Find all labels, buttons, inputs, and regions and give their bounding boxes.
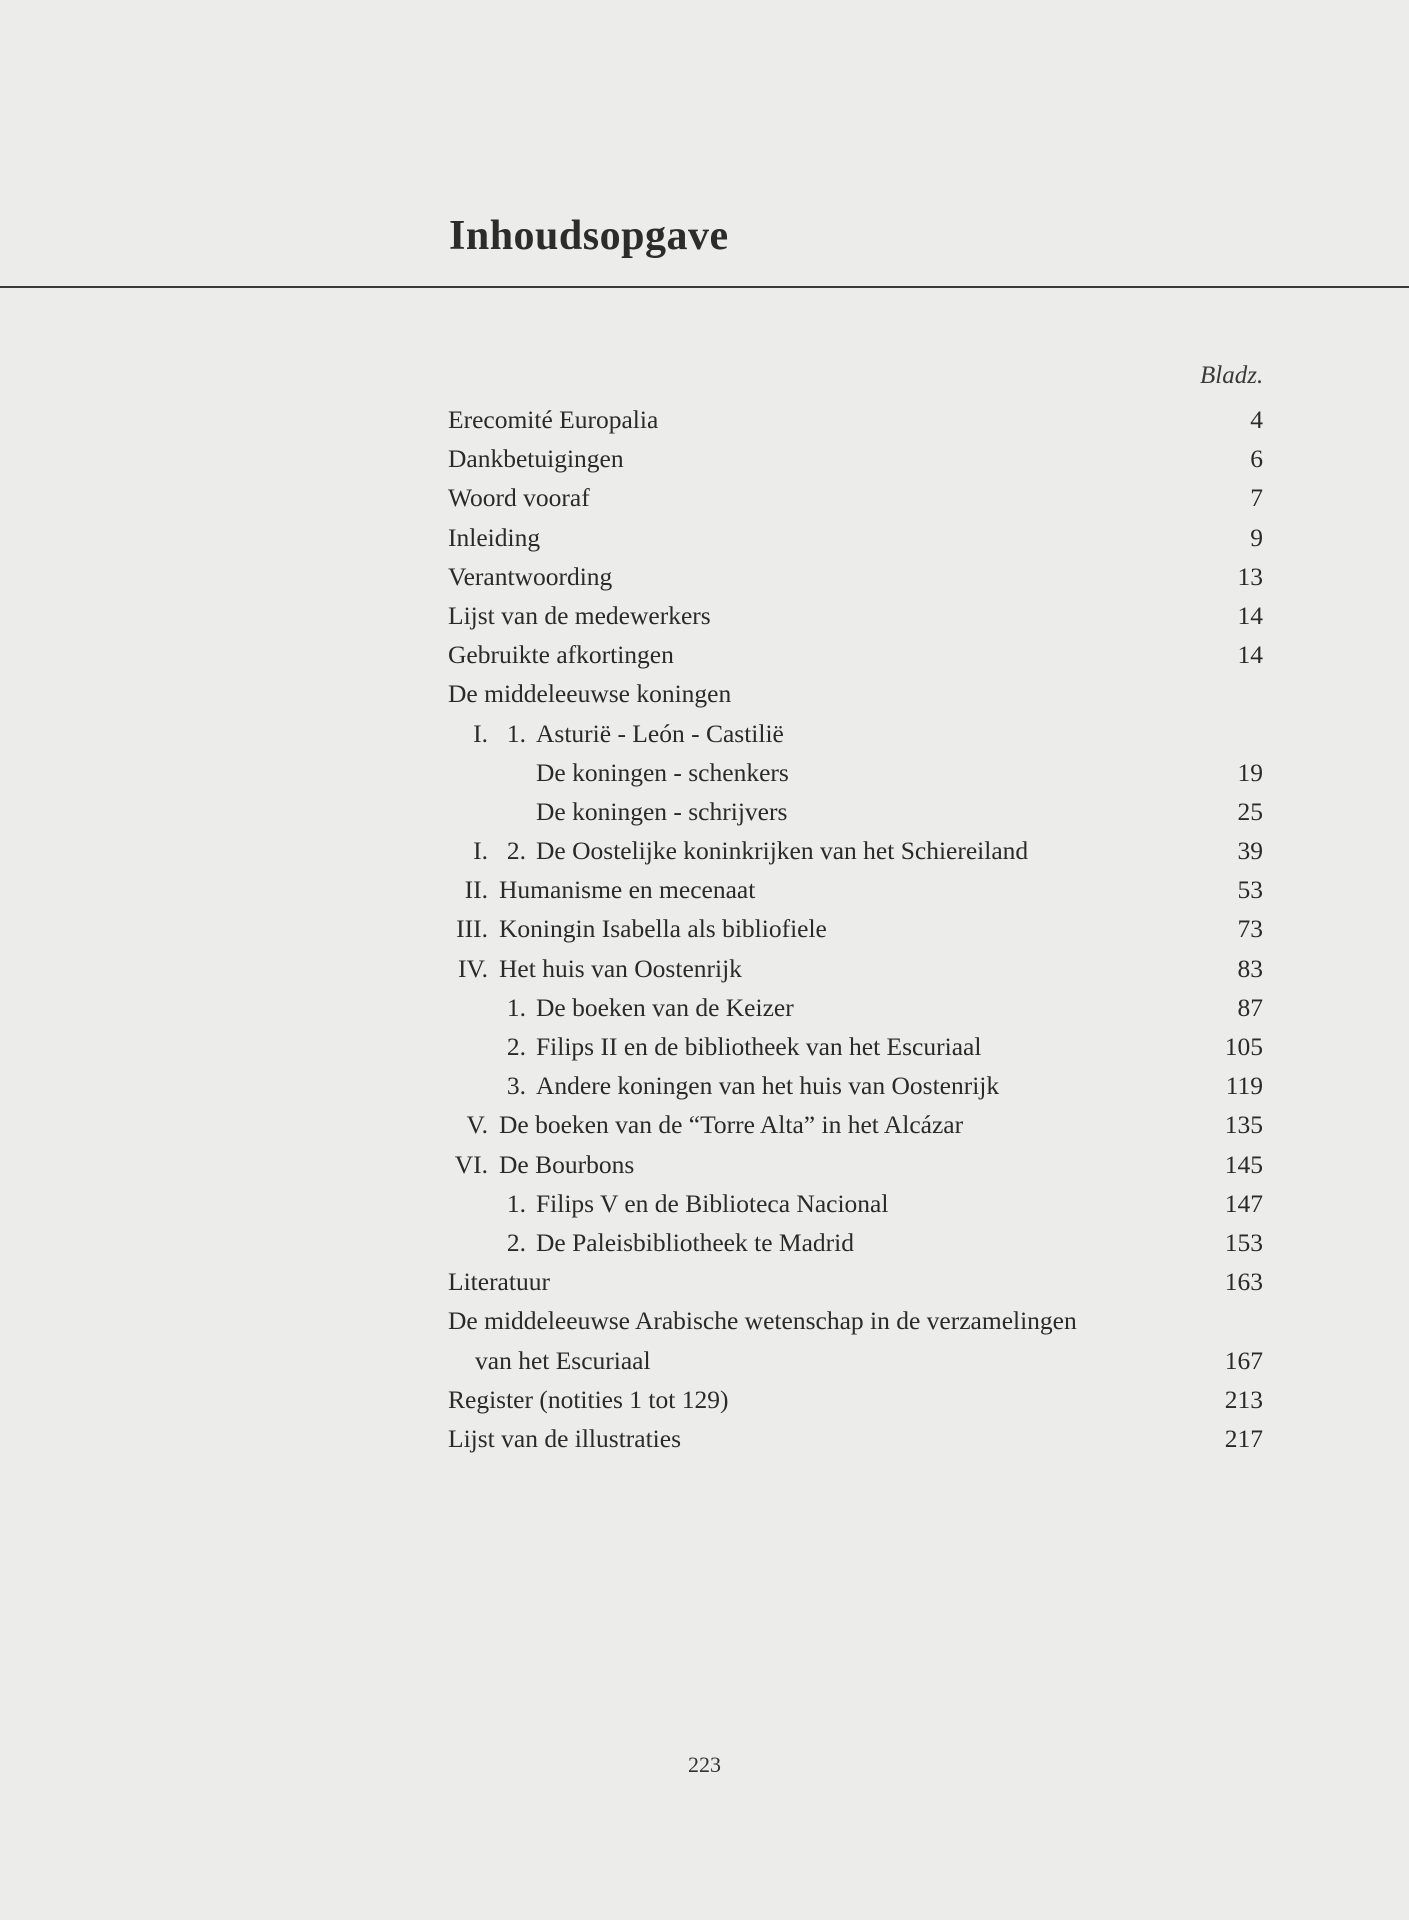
toc-entry-chapter-number: III. bbox=[456, 914, 488, 944]
toc-entry-title: De Paleisbibliotheek te Madrid bbox=[536, 1227, 854, 1257]
toc-entry-page: 13 bbox=[1237, 561, 1263, 591]
toc-entry bbox=[448, 439, 1263, 478]
toc-entry-title: Literatuur bbox=[448, 1267, 550, 1297]
toc-entry-title: De middeleeuwse Arabische wetenschap in de verzamelingen bbox=[448, 1306, 1077, 1336]
toc-entry-page: 25 bbox=[1237, 796, 1263, 826]
toc-entry bbox=[448, 674, 1263, 713]
toc-entry-title: Lijst van de medewerkers bbox=[448, 600, 711, 630]
toc-entry bbox=[448, 1262, 1263, 1301]
toc-entry bbox=[448, 518, 1263, 557]
toc-entry-page: 83 bbox=[1237, 953, 1263, 983]
toc-entry-title: Asturië - León - Castilië bbox=[536, 718, 784, 748]
toc-entry-title: De koningen - schenkers bbox=[536, 757, 789, 787]
toc-entry bbox=[448, 400, 1263, 439]
toc-entry-title: De middeleeuwse koningen bbox=[448, 679, 732, 709]
toc-entry-section-number: 2. bbox=[506, 836, 526, 866]
toc-entry-title: Koningin Isabella als bibliofiele bbox=[499, 914, 827, 944]
toc-entry bbox=[448, 478, 1263, 517]
toc-entry-page: 147 bbox=[1224, 1188, 1263, 1218]
toc-entry-title: Woord vooraf bbox=[448, 483, 590, 513]
title-rule bbox=[0, 286, 1409, 288]
toc-entry-section-number: 2. bbox=[506, 1032, 526, 1061]
toc-entry-title: Verantwoording bbox=[448, 561, 613, 591]
toc-entry bbox=[448, 988, 1263, 1027]
page-number: 223 bbox=[688, 1752, 721, 1777]
toc-entry bbox=[448, 1419, 1263, 1458]
toc-entry bbox=[448, 909, 1263, 948]
toc-entry-title: Dankbetuigingen bbox=[448, 444, 624, 474]
toc-entry bbox=[448, 1145, 1263, 1184]
toc-entry bbox=[448, 1027, 1263, 1066]
toc-entry-page: 217 bbox=[1224, 1423, 1263, 1453]
toc-entry-title: De koningen - schrijvers bbox=[536, 796, 788, 826]
toc-entry-chapter-number: I. bbox=[473, 718, 488, 748]
toc-entry-page: 135 bbox=[1224, 1110, 1263, 1140]
toc-entry-page: 119 bbox=[1225, 1071, 1263, 1101]
toc-entry-page: 19 bbox=[1237, 757, 1263, 787]
toc-entry-page: 163 bbox=[1224, 1267, 1263, 1297]
toc-entry-title: Erecomité Europalia bbox=[448, 405, 659, 434]
toc-entry bbox=[448, 557, 1263, 596]
toc-entry-page: 213 bbox=[1224, 1384, 1263, 1414]
toc-entry-title: Andere koningen van het huis van Oostenrijk bbox=[536, 1071, 1000, 1101]
toc-entry-title: Gebruikte afkortingen bbox=[448, 640, 674, 670]
toc-entry-page: 6 bbox=[1250, 444, 1263, 474]
toc-entry-chapter-number: V. bbox=[466, 1110, 488, 1140]
toc-entry-title: De Bourbons bbox=[499, 1149, 635, 1179]
toc-entry bbox=[448, 596, 1263, 635]
toc-entry bbox=[448, 753, 1263, 792]
toc-entry-section-number: 1. bbox=[506, 718, 526, 748]
toc-entry-title: Lijst van de illustraties bbox=[448, 1423, 681, 1453]
toc-entry bbox=[448, 1105, 1263, 1144]
toc-entry-chapter-number: II. bbox=[464, 875, 488, 905]
toc-entry-page: 14 bbox=[1237, 600, 1263, 630]
toc-entry bbox=[448, 635, 1263, 674]
toc-entry-chapter-number: I. bbox=[473, 836, 488, 866]
toc-entry-page: 4 bbox=[1250, 405, 1263, 434]
toc-entry-page: 167 bbox=[1224, 1345, 1263, 1375]
table-of-contents bbox=[448, 400, 1263, 1458]
toc-entry-title: Filips II en de bibliotheek van het Escuriaal bbox=[536, 1032, 982, 1061]
toc-entry-title: De boeken van de Keizer bbox=[536, 992, 794, 1022]
page-column-header: Bladz. bbox=[1200, 362, 1264, 389]
toc-entry-title: Inleiding bbox=[448, 522, 541, 552]
toc-entry-chapter-number: VI. bbox=[454, 1149, 488, 1179]
page-title: Inhoudsopgave bbox=[449, 213, 729, 259]
toc-entry bbox=[448, 1223, 1263, 1262]
toc-entry-section-number: 3. bbox=[506, 1071, 526, 1101]
toc-entry-page: 9 bbox=[1250, 522, 1263, 552]
toc-entry-section-number: 1. bbox=[506, 1188, 526, 1218]
toc-entry-title: De boeken van de “Torre Alta” in het Alcázar bbox=[499, 1110, 964, 1140]
toc-entry-title: Humanisme en mecenaat bbox=[499, 875, 756, 905]
toc-entry-title: Filips V en de Biblioteca Nacional bbox=[536, 1188, 889, 1218]
toc-entry-title: van het Escuriaal bbox=[475, 1345, 651, 1375]
toc-entry bbox=[448, 1301, 1263, 1340]
toc-entry-chapter-number: IV. bbox=[458, 953, 488, 983]
toc-entry-page: 87 bbox=[1237, 992, 1263, 1022]
toc-entry-page: 145 bbox=[1224, 1149, 1263, 1179]
toc-entry bbox=[448, 714, 1263, 753]
toc-entry-page: 53 bbox=[1237, 875, 1263, 905]
toc-entry bbox=[448, 831, 1263, 870]
toc-entry-page: 39 bbox=[1237, 836, 1263, 866]
toc-entry-title: Register (notities 1 tot 129) bbox=[448, 1384, 729, 1414]
toc-entry-section-number: 1. bbox=[506, 992, 526, 1022]
toc-entry bbox=[448, 1066, 1263, 1105]
toc-entry-page: 14 bbox=[1237, 640, 1263, 670]
toc-entry bbox=[448, 1341, 1263, 1380]
toc-entry bbox=[448, 949, 1263, 988]
toc-entry-page: 7 bbox=[1250, 483, 1263, 513]
toc-entry-title: De Oostelijke koninkrijken van het Schiereiland bbox=[536, 836, 1029, 866]
toc-entry bbox=[448, 870, 1263, 909]
toc-entry bbox=[448, 792, 1263, 831]
toc-entry bbox=[448, 1380, 1263, 1419]
toc-entry-page: 73 bbox=[1237, 914, 1263, 944]
toc-entry-section-number: 2. bbox=[506, 1227, 526, 1257]
toc-entry-title: Het huis van Oostenrijk bbox=[499, 953, 742, 983]
toc-entry-page: 153 bbox=[1224, 1227, 1263, 1257]
toc-entry bbox=[448, 1184, 1263, 1223]
toc-entry-page: 105 bbox=[1224, 1032, 1263, 1061]
